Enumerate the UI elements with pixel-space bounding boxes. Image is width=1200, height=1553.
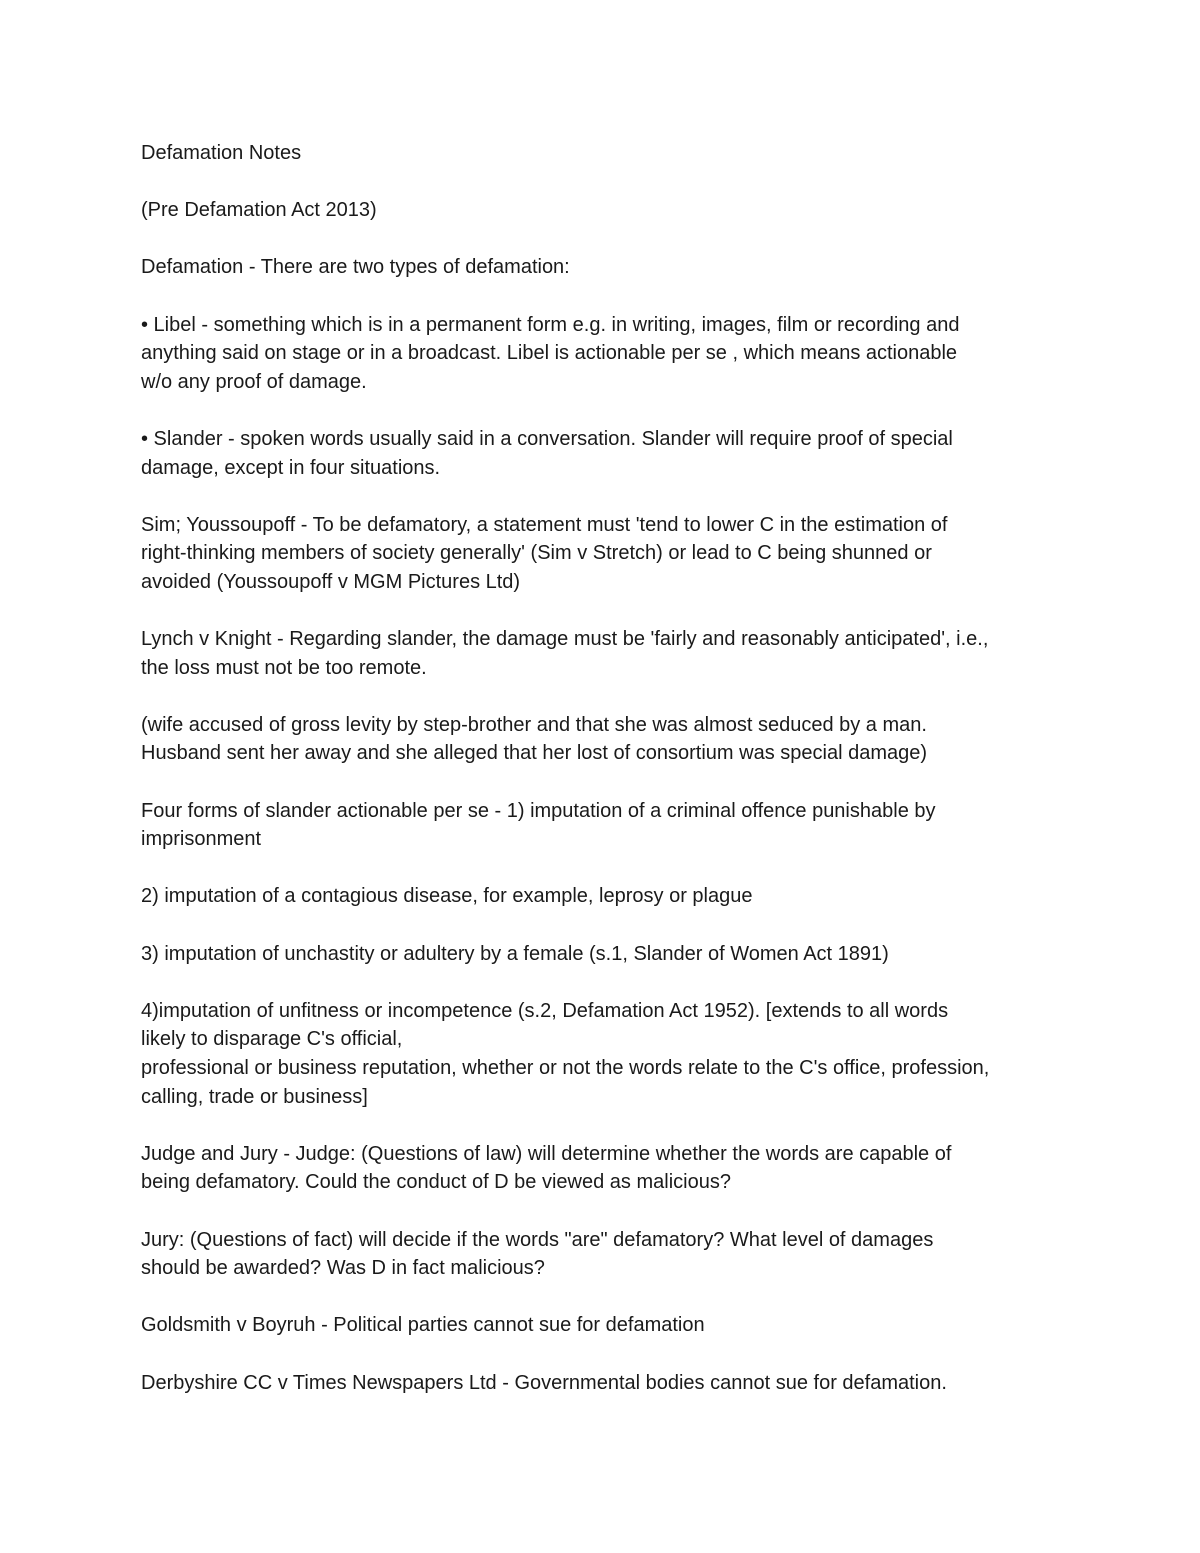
paragraph bbox=[141, 1140, 1071, 1197]
paragraph-line: • Slander - spoken words usually said in a conversation. Slander will require proof of special bbox=[141, 427, 953, 450]
document-title bbox=[141, 139, 1071, 168]
paragraph-line: Derbyshire CC v Times Newspapers Ltd - Governmental bodies cannot sue for defamation. bbox=[141, 1371, 947, 1394]
paragraph-line: 3) imputation of unchastity or adultery by a female (s.1, Slander of Women Act 1891) bbox=[141, 942, 889, 965]
document-page bbox=[141, 139, 1071, 1426]
paragraph-line: Husband sent her away and she alleged that her lost of consortium was special damage) bbox=[141, 742, 928, 765]
paragraph bbox=[141, 253, 1071, 282]
paragraph bbox=[141, 797, 1071, 854]
paragraph-line: (wife accused of gross levity by step-brother and that she was almost seduced by a man. bbox=[141, 713, 927, 736]
paragraph-line: 4)imputation of unfitness or incompetence (s.2, Defamation Act 1952). [extends to all words bbox=[141, 999, 949, 1022]
paragraph bbox=[141, 511, 1071, 597]
paragraph bbox=[141, 1369, 1071, 1398]
paragraph bbox=[141, 940, 1071, 969]
paragraph bbox=[141, 1226, 1071, 1283]
paragraph bbox=[141, 1311, 1071, 1340]
subtitle-text: (Pre Defamation Act 2013) bbox=[141, 199, 377, 222]
paragraph-line: imprisonment bbox=[141, 828, 262, 851]
paragraph-line: Goldsmith v Boyruh - Political parties cannot sue for defamation bbox=[141, 1314, 705, 1337]
document-body bbox=[141, 253, 1071, 1397]
paragraph-line: the loss must not be too remote. bbox=[141, 656, 427, 679]
paragraph bbox=[141, 625, 1071, 682]
paragraph-line: likely to disparage C's official, bbox=[141, 1028, 403, 1051]
paragraph bbox=[141, 425, 1071, 482]
paragraph-line: avoided (Youssoupoff v MGM Pictures Ltd) bbox=[141, 570, 521, 593]
paragraph-line: Sim; Youssoupoff - To be defamatory, a statement must 'tend to lower C in the estimation of bbox=[141, 513, 948, 536]
paragraph-line: Defamation - There are two types of defamation: bbox=[141, 256, 570, 279]
paragraph bbox=[141, 882, 1071, 911]
title-text: Defamation Notes bbox=[141, 142, 302, 164]
paragraph-line: • Libel - something which is in a permanent form e.g. in writing, images, film or recording and bbox=[141, 313, 960, 336]
paragraph bbox=[141, 311, 1071, 397]
paragraph-line: Lynch v Knight - Regarding slander, the damage must be 'fairly and reasonably anticipated', i.e., bbox=[141, 628, 989, 651]
paragraph-line: 2) imputation of a contagious disease, for example, leprosy or plague bbox=[141, 885, 753, 908]
document-subtitle bbox=[141, 196, 1071, 225]
paragraph-line: Judge and Jury - Judge: (Questions of law) will determine whether the words are capable of bbox=[141, 1142, 952, 1165]
paragraph-line: damage, except in four situations. bbox=[141, 456, 441, 479]
paragraph bbox=[141, 711, 1071, 768]
paragraph-line: Four forms of slander actionable per se - 1) imputation of a criminal offence punishable by bbox=[141, 799, 936, 822]
paragraph-line: calling, trade or business] bbox=[141, 1085, 368, 1108]
paragraph-line: being defamatory. Could the conduct of D be viewed as malicious? bbox=[141, 1171, 731, 1194]
paragraph-line: should be awarded? Was D in fact malicious? bbox=[141, 1257, 545, 1280]
paragraph-line: anything said on stage or in a broadcast. Libel is actionable per se , which means actionable bbox=[141, 342, 958, 365]
paragraph-line: w/o any proof of damage. bbox=[141, 370, 367, 393]
paragraph bbox=[141, 997, 1071, 1111]
paragraph-line: right-thinking members of society generally' (Sim v Stretch) or lead to C being shunned or bbox=[141, 542, 932, 565]
paragraph-line: professional or business reputation, whether or not the words relate to the C's office, profession, bbox=[141, 1057, 990, 1079]
paragraph-line: Jury: (Questions of fact) will decide if the words "are" defamatory? What level of damages bbox=[141, 1228, 934, 1251]
